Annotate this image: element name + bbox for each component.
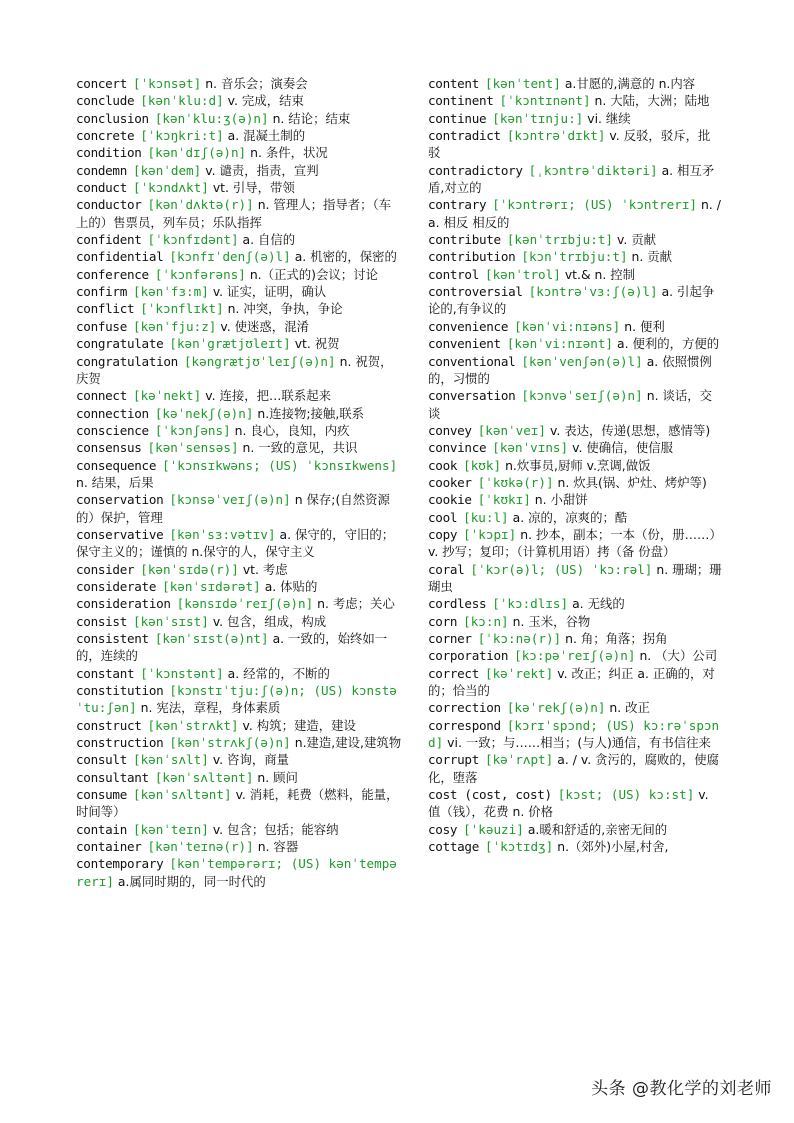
entry-phonetic: [ˈkɔtɪdʒ]	[484, 839, 554, 855]
right-column	[428, 75, 722, 855]
vocab-entry	[428, 231, 722, 248]
vocab-entry	[428, 457, 722, 474]
entry-phonetic: [kənˈtempərərɪ; (US) kənˈtempərerɪ]	[76, 856, 397, 889]
entry-phonetic: [kɔnstɪˈtju:ʃ(ə)n; (US) kɔnstəˈtu:ʃən]	[76, 683, 397, 716]
entry-definition: n. 便利	[624, 318, 665, 334]
entry-definition: n. 容器	[257, 839, 299, 855]
entry-word: corner	[428, 631, 472, 646]
entry-definition: vi. 继续	[587, 110, 631, 126]
entry-word: correct	[428, 665, 479, 681]
entry-phonetic: [kənˈgrætjʊleɪt]	[169, 336, 291, 352]
entry-word: cottage	[428, 839, 479, 855]
entry-word: contemporary	[76, 856, 164, 872]
entry-phonetic: [kənˈdʌktə(r)]	[147, 197, 254, 213]
entry-phonetic: [ˈkɔnsət]	[132, 76, 202, 91]
entry-definition: a. 依照惯例的，习惯的	[428, 353, 712, 386]
entry-definition: a. 混凝土制的	[227, 128, 306, 144]
entry-definition: a. / v. 贪污的，腐败的，使腐化，堕落	[428, 752, 719, 785]
entry-definition: n. 条件，状况	[250, 145, 328, 161]
entry-definition: vi. 一致；与……相当；(与人)通信，有书信往来	[447, 735, 711, 751]
entry-word: cordless	[428, 596, 487, 612]
entry-definition: v. 连接，把…联系起来	[205, 388, 331, 404]
entry-word: confuse	[76, 318, 127, 334]
vocab-entry	[76, 821, 402, 838]
entry-phonetic: [ˈkɔpɪ]	[463, 526, 517, 542]
entry-phonetic: [kənˈtrɪbju:t]	[506, 232, 613, 248]
entry-word: conscience	[76, 422, 149, 438]
entry-phonetic: [kəˈnekt]	[132, 388, 202, 404]
entry-word: convenient	[428, 336, 501, 352]
entry-word: consume	[76, 787, 127, 803]
entry-definition: v. 构筑；建造，建设	[242, 717, 356, 733]
entry-phonetic: [ˈkɔnsɪkwəns; (US) ˈkɔnsɪkwens]	[162, 457, 398, 473]
entry-definition: n.（正式的)会议；讨论	[249, 266, 378, 282]
entry-definition: a. 引起争论的,有争议的	[428, 284, 715, 317]
entry-phonetic: [ˈkɔndʌkt]	[132, 180, 209, 196]
entry-word: correction	[428, 700, 501, 716]
vocab-entry	[428, 75, 722, 92]
entry-phonetic: [ku:l]	[463, 509, 509, 525]
entry-word: consistent	[76, 631, 149, 646]
entry-word: corporation	[428, 648, 509, 664]
vocab-entry	[76, 405, 402, 422]
entry-phonetic: [kɔst; (US) kɔ:st]	[557, 787, 695, 803]
vocab-entry	[428, 786, 722, 821]
entry-word: convey	[428, 422, 472, 438]
entry-word: cosy	[428, 821, 458, 837]
vocab-entry	[428, 196, 722, 231]
entry-definition: n. 良心，良知，内疚	[234, 422, 350, 438]
entry-phonetic: [kənˈvi:nɪənt]	[506, 336, 613, 352]
entry-definition: n. 冲突，争执，争论	[227, 301, 343, 317]
entry-definition: a. 相互矛盾,对立的	[428, 162, 715, 196]
entry-phonetic: [ˈkɔntɪnənt]	[499, 93, 591, 109]
entry-phonetic: [ˈkɔnfərəns]	[154, 266, 246, 282]
vocab-entry	[428, 838, 722, 855]
entry-word: contrary	[428, 197, 487, 213]
entry-word: contradictory	[428, 162, 523, 178]
entry-phonetic: [kɔrɪˈspɔnd; (US) kɔ:rəˈspɔnd]	[428, 717, 720, 751]
entry-phonetic: [kənˈsɪdə(r)]	[140, 561, 239, 577]
entry-phonetic: [kənˈsʌltənt]	[132, 787, 232, 803]
entry-word: conference	[76, 266, 149, 282]
vocab-entry	[76, 231, 402, 248]
entry-definition: vt.& n. 控制	[564, 266, 636, 282]
vocab-entry	[428, 422, 722, 439]
vocab-entry	[76, 162, 402, 179]
vocab-entry	[76, 387, 402, 404]
vocab-entry	[76, 92, 402, 109]
entry-definition: n. 炊具(锅、炉灶、烤炉等)	[557, 474, 707, 490]
entry-word: cool	[428, 509, 458, 525]
entry-word: condition	[76, 145, 142, 161]
entry-phonetic: [kənˈteɪnə(r)]	[147, 839, 254, 855]
entry-definition: n. 结果，后果	[76, 474, 154, 490]
entry-word: confident	[76, 232, 142, 248]
entry-word: consult	[76, 752, 127, 768]
entry-phonetic: [ˈkɔntrərɪ; (US) ˈkɔntrerɪ]	[492, 197, 697, 213]
entry-word: consideration	[76, 596, 171, 612]
entry-definition: n. 顾问	[257, 769, 298, 785]
entry-phonetic: [ˈkɔnflɪkt]	[140, 301, 224, 317]
entry-definition: n. 贡献	[631, 249, 673, 265]
entry-phonetic: [kənˈvi:nɪəns]	[514, 318, 621, 334]
vocab-entry	[428, 266, 722, 283]
entry-definition: v. 改正；纠正 a. 正确的，对的；恰当的	[428, 665, 715, 699]
vocab-entry	[428, 92, 722, 109]
entry-definition: a. 保守的，守旧的；保守主义的；谨慎的 n.保守的人，保守主义	[76, 526, 395, 560]
entry-definition: n.建造,建设,建筑物	[294, 735, 402, 751]
entry-word: consultant	[76, 769, 149, 785]
entry-definition: n. / a. 相反 相反的	[428, 197, 721, 230]
vocab-entry	[76, 578, 402, 595]
entry-definition: n. 音乐会；演奏会	[205, 76, 308, 91]
entry-word: considerate	[76, 578, 157, 594]
vocab-entry	[428, 318, 722, 335]
entry-definition: v. 完成，结束	[227, 93, 304, 109]
entry-phonetic: [kənˈteɪn]	[132, 821, 209, 837]
entry-phonetic: [ˈkɔnfɪdənt]	[147, 232, 239, 248]
entry-phonetic: [kənˈstrʌkʃ(ə)n]	[169, 735, 291, 751]
entry-definition: n. 结论；结束	[272, 110, 351, 126]
entry-word: conclude	[76, 93, 135, 109]
entry-phonetic: [kənˈsɪdərət]	[162, 578, 261, 594]
entry-definition: a. 机密的，保密的	[294, 249, 397, 265]
entry-word: cook	[428, 457, 458, 473]
entry-word: conversation	[428, 388, 516, 404]
vocab-entry	[428, 821, 722, 838]
vocab-entry	[428, 665, 722, 700]
entry-phonetic: [kənˈtrol]	[484, 266, 561, 282]
vocab-entry	[76, 734, 402, 751]
entry-phonetic: [kənsɪdəˈreɪʃ(ə)n]	[176, 596, 314, 612]
entry-definition: n.炊事员,厨师 v.烹调,做饭	[505, 457, 651, 473]
entry-phonetic: [ˈkəuzi]	[463, 821, 524, 837]
entry-word: conventional	[428, 353, 516, 369]
vocab-entry	[76, 110, 402, 127]
vocab-entry	[76, 248, 402, 265]
entry-definition: n. 祝贺，庆贺	[76, 353, 393, 386]
vocab-entry	[76, 526, 402, 561]
entry-definition: n 保存;(自然资源的）保护，管理	[76, 492, 390, 525]
entry-phonetic: [kənˈtɪnju:]	[492, 110, 584, 126]
entry-definition: v. 咨询，商量	[212, 752, 290, 768]
entry-definition: v. 证实，证明，确认	[212, 284, 327, 300]
vocab-entry	[76, 665, 402, 682]
entry-phonetic: [kənˈdem]	[132, 162, 202, 178]
entry-word: corrupt	[428, 752, 479, 768]
entry-phonetic: [kɔnˈtrɪbju:t]	[521, 249, 628, 265]
entry-definition: a.属同时期的，同一时代的	[117, 873, 266, 889]
vocab-entry	[76, 717, 402, 734]
entry-phonetic: [kənˈsensəs]	[147, 440, 239, 456]
entry-phonetic: [kɔnfɪˈdenʃ(ə)l]	[169, 249, 291, 265]
entry-word: construction	[76, 735, 164, 751]
entry-word: copy	[428, 526, 458, 542]
entry-definition: n. （大）公司	[639, 648, 718, 664]
entry-definition: v. 贡献	[616, 232, 657, 248]
entry-word: corn	[428, 613, 458, 629]
entry-word: conductor	[76, 197, 142, 213]
entry-definition: v. 使迷惑，混淆	[220, 318, 309, 334]
entry-word: contribution	[428, 249, 516, 265]
entry-word: content	[428, 76, 479, 91]
vocab-entry	[428, 162, 722, 197]
entry-phonetic: [kənˈfju:z]	[132, 318, 217, 334]
entry-word: consider	[76, 561, 135, 577]
entry-word: conservative	[76, 526, 164, 542]
vocab-entry	[76, 353, 402, 388]
entry-definition: a. 无线的	[572, 596, 625, 612]
entry-phonetic: [kənˈsɜ:vətɪv]	[169, 526, 276, 542]
entry-word: correspond	[428, 717, 501, 733]
entry-word: cooker	[428, 474, 472, 490]
entry-word: conflict	[76, 301, 135, 317]
vocab-entry	[428, 595, 722, 612]
vocab-entry	[428, 127, 722, 162]
entry-phonetic: [ˈkʊkə(r)]	[477, 474, 554, 490]
entry-word: confidential	[76, 249, 164, 265]
entry-definition: a. 凉的，凉爽的；酷	[512, 509, 628, 525]
vocab-entry	[76, 682, 402, 717]
entry-definition: n. 抄本，副本；一本（份，册……） v. 抄写；复印；（计算机用语）拷（备 份盘）	[428, 526, 722, 560]
entry-word: convince	[428, 440, 487, 456]
entry-word: connection	[76, 405, 149, 421]
entry-phonetic: [kənˈsʌlt]	[132, 752, 209, 768]
entry-word: cookie	[428, 492, 472, 508]
entry-word: congratulation	[76, 353, 178, 369]
vocab-entry	[76, 144, 402, 161]
vocab-entry	[428, 248, 722, 265]
entry-definition: v. 包含；包括；能容纳	[212, 821, 339, 837]
entry-word: congratulate	[76, 336, 164, 352]
entry-definition: a. 一致的，始终如一的，连续的	[76, 631, 388, 664]
entry-word: condemn	[76, 162, 127, 178]
entry-word: construct	[76, 717, 142, 733]
entry-definition: a. 体贴的	[264, 578, 318, 594]
vocab-entry	[428, 439, 722, 456]
vocab-entry	[76, 613, 402, 630]
entry-word: conclusion	[76, 110, 149, 126]
entry-word: control	[428, 266, 479, 282]
vocab-entry	[76, 179, 402, 196]
entry-phonetic: [ˈkɔŋkri:t]	[140, 128, 224, 144]
entry-word: concrete	[76, 128, 135, 144]
entry-word: container	[76, 839, 142, 855]
entry-word: cost (cost, cost)	[428, 787, 552, 803]
entry-phonetic: [ˈkɔ:nə(r)]	[477, 631, 562, 646]
vocab-entry	[76, 769, 402, 786]
entry-phonetic: [kɔ:n]	[463, 613, 509, 629]
entry-phonetic: [kənˈveɪ]	[477, 422, 546, 438]
entry-phonetic: [kənˈsɪst(ə)nt]	[154, 631, 269, 646]
vocab-entry	[76, 439, 402, 456]
entry-phonetic: [kənˈsʌltənt]	[154, 769, 254, 785]
vocab-entry	[428, 387, 722, 422]
entry-definition: n. 一致的意见，共识	[242, 440, 358, 456]
entry-definition: n. 宪法，章程，身体素质	[140, 700, 281, 716]
entry-phonetic: [kənˈdɪʃ(ə)n]	[147, 145, 247, 161]
vocab-entry	[76, 335, 402, 352]
entry-word: controversial	[428, 284, 523, 300]
vocab-entry	[76, 561, 402, 578]
entry-word: convenience	[428, 318, 509, 334]
entry-phonetic: [kəˈrekt]	[484, 665, 554, 681]
entry-definition: vt. 引导，带领	[212, 180, 295, 196]
entry-phonetic: [kənˈstrʌkt]	[147, 717, 239, 733]
entry-phonetic: [ˈkɔr(ə)l; (US) ˈkɔ:rəl]	[470, 561, 653, 577]
entry-phonetic: [kɔntrəˈvɜ:ʃ(ə)l]	[528, 284, 658, 300]
entry-definition: v. 值（钱），花费 n. 价格	[428, 787, 709, 820]
entry-definition: n. 玉米，谷物	[512, 613, 591, 629]
entry-phonetic: [ˌkɔntrəˈdiktəri]	[528, 162, 658, 178]
vocab-entry	[428, 509, 722, 526]
vocab-entry	[76, 838, 402, 855]
entry-word: consist	[76, 613, 127, 629]
vocab-entry	[428, 110, 722, 127]
entry-word: contradict	[428, 128, 501, 144]
entry-definition: v. 谴责，指责，宣判	[205, 162, 319, 178]
entry-phonetic: [kənˈklu:d]	[140, 93, 224, 109]
entry-definition: vt. 祝贺	[294, 336, 340, 352]
entry-phonetic: [kənˈvɪns]	[492, 440, 569, 456]
entry-definition: n. 管理人；指导者；（车上的）售票员，列车员；乐队指挥	[76, 197, 392, 230]
entry-phonetic: [kəngrætjʊˈleɪʃ(ə)n]	[183, 353, 336, 369]
vocab-entry	[428, 751, 722, 786]
vocab-entry	[428, 647, 722, 664]
entry-definition: n. 大陆，大洲；陆地	[594, 93, 710, 109]
left-column	[76, 75, 402, 890]
entry-word: connect	[76, 388, 127, 404]
entry-definition: n. 珊瑚；珊瑚虫	[428, 561, 722, 594]
vocab-entry	[76, 751, 402, 768]
entry-definition: n. 角；角落；拐角	[565, 631, 668, 646]
vocab-entry	[76, 457, 402, 492]
entry-definition: a. 便利的，方便的	[616, 336, 720, 352]
entry-phonetic: [kənˈfɜ:m]	[132, 284, 209, 300]
entry-word: conduct	[76, 180, 127, 196]
entry-phonetic: [ˈkʊkɪ]	[477, 492, 531, 508]
entry-phonetic: [kʊk]	[463, 457, 502, 473]
entry-phonetic: [ˈkɔ:dlɪs]	[492, 596, 569, 612]
vocab-entry	[428, 561, 722, 596]
entry-definition: n. 小甜饼	[534, 492, 588, 508]
entry-definition: a. 经常的，不断的	[227, 665, 330, 681]
entry-word: continent	[428, 93, 494, 109]
entry-phonetic: [kəˈrʌpt]	[484, 752, 554, 768]
entry-word: contribute	[428, 232, 501, 248]
entry-word: confirm	[76, 284, 127, 300]
vocab-entry	[428, 526, 722, 561]
vocab-entry	[76, 283, 402, 300]
entry-word: continue	[428, 110, 487, 126]
entry-word: concert	[76, 76, 127, 91]
vocab-entry	[76, 595, 402, 612]
vocab-entry	[428, 613, 722, 630]
entry-phonetic: [kəˈnekʃ(ə)n]	[154, 405, 254, 421]
entry-definition: n. 考虑；关心	[317, 596, 395, 612]
vocab-entry	[76, 855, 402, 890]
entry-definition: v. 消耗，耗费（燃料，能量，时间等）	[76, 787, 399, 820]
entry-word: consequence	[76, 457, 157, 473]
entry-phonetic: [ˈkɔnʃəns]	[154, 422, 231, 438]
entry-definition: n. 谈话，交谈	[428, 388, 713, 421]
vocab-entry	[76, 786, 402, 821]
entry-word: constitution	[76, 683, 164, 699]
vocab-entry	[76, 630, 402, 665]
entry-phonetic: [kɔ:pəˈreɪʃ(ə)n]	[514, 648, 636, 664]
vocab-entry	[76, 196, 402, 231]
vocab-entry	[428, 491, 722, 508]
vocab-entry	[428, 474, 722, 491]
entry-definition: a. 自信的	[242, 232, 296, 248]
entry-word: constant	[76, 665, 135, 681]
entry-definition: v. 使确信，使信服	[572, 440, 674, 456]
entry-definition: n. 改正	[609, 700, 650, 716]
watermark: 头条 @教化学的刘老师	[591, 1079, 772, 1099]
entry-definition: a.暖和舒适的,亲密无间的	[527, 821, 668, 837]
vocab-entry	[428, 630, 722, 647]
entry-definition: vt. 考虑	[242, 561, 288, 577]
entry-phonetic: [kɔntrəˈdɪkt]	[506, 128, 606, 144]
vocab-entry	[76, 266, 402, 283]
entry-phonetic: [kənˈtent]	[484, 76, 561, 91]
entry-word: conservation	[76, 492, 164, 508]
vocab-entry	[428, 283, 722, 318]
vocab-entry	[76, 300, 402, 317]
entry-definition: v. 包含，组成，构成	[212, 613, 327, 629]
vocab-entry	[428, 335, 722, 352]
entry-definition: v. 表达，传递(思想，感情等)	[549, 422, 711, 438]
entry-phonetic: [kənˈvenʃən(ə)l]	[521, 353, 643, 369]
entry-phonetic: [kənˈklu:ʒ(ə)n]	[154, 110, 269, 126]
vocab-entry	[428, 717, 722, 752]
vocab-entry	[76, 127, 402, 144]
entry-definition: a.甘愿的,满意的 n.内容	[564, 76, 696, 91]
entry-phonetic: [kɔnvəˈseɪʃ(ə)n]	[521, 388, 643, 404]
vocab-entry	[76, 491, 402, 526]
entry-definition: v. 反驳，驳斥，批驳	[428, 128, 711, 161]
entry-definition: n.连接物;接触,联系	[257, 405, 365, 421]
vocab-entry	[428, 699, 722, 716]
entry-phonetic: [ˈkɔnstənt]	[140, 665, 224, 681]
entry-word: coral	[428, 561, 465, 577]
vocab-entry	[428, 353, 722, 388]
entry-definition: n.（郊外)小屋,村舍,	[557, 839, 669, 855]
entry-phonetic: [kəˈrekʃ(ə)n]	[506, 700, 606, 716]
entry-phonetic: [kənˈsɪst]	[132, 613, 209, 629]
vocab-entry	[76, 75, 402, 92]
vocab-entry	[76, 422, 402, 439]
entry-phonetic: [kɔnsəˈveɪʃ(ə)n]	[169, 492, 291, 508]
vocab-entry	[76, 318, 402, 335]
entry-word: consensus	[76, 440, 142, 456]
entry-word: contain	[76, 821, 127, 837]
